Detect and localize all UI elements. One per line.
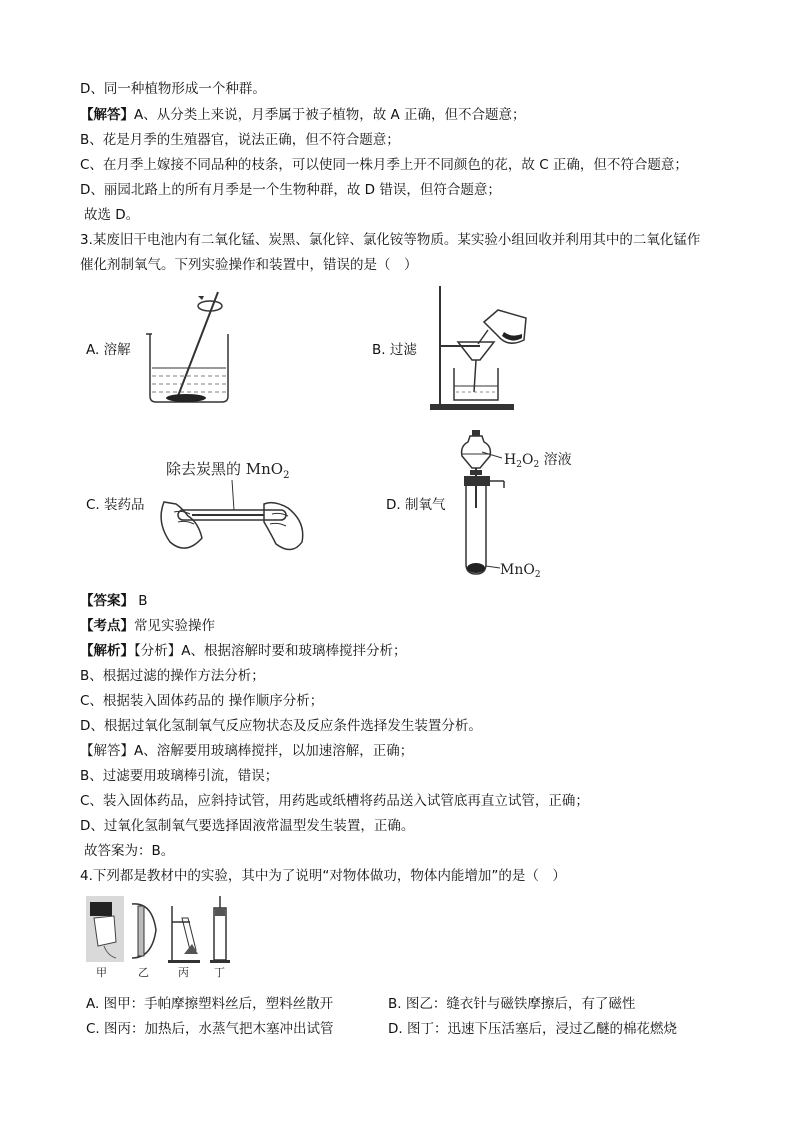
q3-stem-line1: 3.某废旧干电池内有二氧化锰、炭黑、氯化锌、氯化铵等物质。某实验小组回收并利用其中的二氧化锰作 <box>80 232 701 248</box>
point-tag: 【考点】 <box>80 618 134 634</box>
q4-stem: 4.下列都是教材中的实验，其中为了说明“对物体做功，物体内能增加”的是（ ） <box>80 868 566 884</box>
q3-option-c-label: C. 装药品 <box>86 497 145 513</box>
fig-d-label1: H <box>504 452 517 468</box>
q2-choose: 故选 D。 <box>84 207 140 223</box>
solve-tag: 【解答】 <box>80 743 134 759</box>
q3-analysis-c: C、根据装入固体药品的 操作顺序分析； <box>80 693 324 709</box>
answer-tag: 【解答】 <box>80 107 134 123</box>
fig-label-yi: 乙 <box>138 966 149 978</box>
q3-analysis-a <box>80 642 407 660</box>
q3-final: 故答案为：B。 <box>84 843 175 859</box>
fig-d-label1-sub2: 2 <box>533 460 540 470</box>
solve-text: A、溶解要用玻璃棒搅拌，以加速溶解，正确； <box>134 743 414 759</box>
fig-c-sub: 2 <box>283 470 290 481</box>
q4-option-a: A. 图甲：手帕摩擦塑料丝后，塑料丝散开 <box>86 996 334 1012</box>
analysis-sub-tag: 【分析】 <box>134 643 182 659</box>
q3-analysis-b: B、根据过滤的操作方法分析； <box>80 668 265 684</box>
filtration-figure <box>428 282 538 414</box>
q3-stem-line2: 催化剂制氧气。下列实验操作和装置中，错误的是（ ） <box>80 257 418 273</box>
fig-c-label: 除去炭黑的 MnO <box>166 460 284 478</box>
fig-d-label1-mid: O <box>521 452 534 468</box>
q3-solve-c: C、装入固体药品，应斜持试管，用药匙或纸槽将药品送入试管底再直立试管，正确； <box>80 793 589 809</box>
fig-label-jia: 甲 <box>96 966 107 978</box>
answer-text: A、从分类上来说，月季属于被子植物，故 A 正确，但不合题意； <box>134 107 526 123</box>
q2-answer-b: B、花是月季的生殖器官，说法正确，但不符合题意； <box>80 132 400 148</box>
q2-answer-d: D、丽园北路上的所有月季是一个生物种群，故 D 错误，但符合题意； <box>80 182 501 198</box>
fig-label-ding: 丁 <box>214 966 225 978</box>
fig-d-label1-sub: 2 <box>516 460 522 470</box>
answer-value: B <box>138 593 148 609</box>
q3-option-a-label: A. 溶解 <box>86 342 131 358</box>
oxygen-apparatus-figure <box>452 428 578 580</box>
q2-answer-a <box>80 106 526 124</box>
q4-figures <box>86 896 238 978</box>
analysis-text: A、根据溶解时要和玻璃棒搅拌分析； <box>181 643 407 659</box>
q4-option-d: D. 图丁：迅速下压活塞后，浸过乙醚的棉花燃烧 <box>388 1021 677 1037</box>
q4-option-c: C. 图丙：加热后，水蒸气把木塞冲出试管 <box>86 1021 334 1037</box>
svg-text:MnO2 <box>500 562 541 580</box>
answer-tag: 【答案】 <box>80 593 134 609</box>
q3-answer <box>80 592 148 610</box>
q3-solve-b: B、过滤要用玻璃棒引流，错误； <box>80 768 279 784</box>
analysis-tag: 【解析】 <box>80 643 134 659</box>
fig-d-label1-tail: 溶液 <box>539 452 572 468</box>
dissolve-figure <box>140 288 240 408</box>
load-reagent-figure <box>152 452 312 560</box>
q2-option-d: D、同一种植物形成一个种群。 <box>80 81 266 97</box>
q3-point <box>80 617 215 635</box>
q3-option-b-label: B. 过滤 <box>372 342 417 358</box>
svg-text:除去炭黑的 MnO2 <box>166 460 289 481</box>
fig-label-bing: 丙 <box>178 966 189 978</box>
q3-solve-d: D、过氧化氢制氧气要选择固液常温型发生装置，正确。 <box>80 818 415 834</box>
fig-d-label2-sub: 2 <box>534 570 541 580</box>
point-text: 常见实验操作 <box>134 618 215 634</box>
q3-solve-a <box>80 742 413 760</box>
q3-option-d-label: D. 制氧气 <box>386 497 446 513</box>
fig-d-label2: MnO <box>500 562 535 578</box>
q2-answer-c: C、在月季上嫁接不同品种的枝条，可以使同一株月季上开不同颜色的花，故 C 正确，但不符合题意； <box>80 157 688 173</box>
q3-analysis-d: D、根据过氧化氢制氧气反应物状态及反应条件选择发生装置分析。 <box>80 718 482 734</box>
q4-option-b: B. 图乙：缝衣针与磁铁摩擦后，有了磁性 <box>388 996 636 1012</box>
svg-text:H2O2 溶液 <box>504 451 572 470</box>
